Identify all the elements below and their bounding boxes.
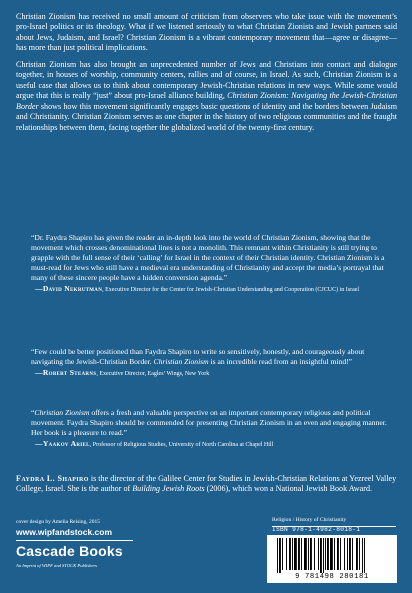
bio-text: (2006), which won a National Jewish Book Award.: [204, 484, 373, 494]
quote-text: offers a fresh and valuable perspective on an important contemporary religious and political movement. Faydra Shapiro should be commended for presenting Christian Zionism in an even and engaging manner. Her book is a pleasure to read.”: [31, 408, 387, 438]
barcode-bar: [359, 538, 360, 570]
endorser-name: —David Nekrutman: [35, 284, 103, 294]
barcode-bar: [292, 538, 293, 570]
barcode-bar: [337, 538, 339, 570]
barcode-bar: [289, 538, 291, 570]
barcode-bar: [310, 538, 312, 570]
quote-text: “: [31, 408, 35, 417]
barcode-bar: [325, 538, 326, 570]
book-description: [16, 12, 397, 139]
barcode: [267, 535, 397, 583]
barcode-bar: [304, 538, 307, 570]
endorsement-quote: [31, 408, 387, 438]
endorsement: [31, 347, 387, 378]
author-name: Faydra L. Shapiro: [16, 474, 89, 483]
endorsement-attribution: [31, 285, 387, 294]
logo-divider: [16, 540, 133, 541]
barcode-bar: [364, 538, 365, 573]
barcode-bar: [347, 538, 348, 570]
barcode-bar: [282, 538, 283, 570]
description-text: shows how this movement significantly engages basic questions of identity and the borders between Judaism and Christianity. Christian Zionism serves as one chapter in the history of two religious communities and the fraught relationships between them, facing together the globalized world of the twenty-first century.: [16, 101, 397, 132]
endorser-name: —Robert Stearns: [35, 368, 97, 378]
author-bio: [16, 474, 397, 495]
endorsement-attribution: [31, 369, 387, 378]
bio-text: is the director of the Galilee Center for Studies in Jewish-Christian Relations at Yezreel Valley College, Israel. She is the author of: [16, 474, 397, 494]
barcode-bar: [320, 538, 322, 573]
quote-text: “Few could be better positioned than Faydra Shapiro to write so sensitively, honestly, and courageously about navigating the Jewish-Christian Border.: [31, 347, 365, 367]
endorsement: [31, 408, 387, 449]
barcode-bar: [362, 538, 363, 573]
barcode-bar: [279, 538, 281, 573]
barcode-bar: [298, 538, 300, 570]
endorsement-attribution: [31, 440, 387, 449]
barcode-bar: [294, 538, 297, 570]
author-book-title: Building Jewish Roots: [132, 484, 205, 494]
barcode-bar: [344, 538, 345, 570]
barcode-bar: [323, 538, 324, 573]
barcode-bar: [301, 538, 302, 570]
cover-design-credit: cover design by Amelia Reising, 2015: [16, 519, 101, 525]
book-category: Religion / History of Christianity: [272, 517, 396, 527]
isbn-number: ISBN 978-1-4982-8018-1: [272, 526, 361, 533]
barcode-bar: [314, 538, 315, 570]
endorsement-quote: [31, 347, 387, 367]
description-paragraph-1: Christian Zionism has received no small amount of criticism from observers who take issue with the movement’s pro-Israel politics or its theology. What if we listened seriously to what Christian Zionists and Jewish partners said about Jews, Judaism, and Israel? Christian Zionism is a vibrant contemporary movement that—agree or disagree— has more than just political implications.: [16, 12, 397, 53]
barcode-bar: [356, 538, 358, 570]
endorsement-quote: “Dr. Faydra Shapiro has given the reader an in-depth look into the world of Christian Zionism, showing that the movement which crosses denominational lines is not a monolith. This remnant within Christianity is still trying to grapple with the full sense of their ‘calling’ for Israel in the context of their Christian identity. Christian Zionism is a must-read for Jews who still have a medieval era understanding of Christianity and accept the media’s portrayal that many of these sincere people have a hidden conversion agenda.”: [31, 233, 385, 283]
book-title: Christian Zionism: Navigating the Jewish-Christian Border: [16, 91, 397, 111]
barcode-bar: [340, 538, 341, 570]
endorser-role: , Executive Director, Eagles’ Wings, New York: [96, 371, 210, 378]
quote-book-title: Christian Zionism: [34, 408, 90, 417]
publisher-logo: Cascade Books: [16, 543, 123, 559]
barcode-bar: [308, 538, 309, 570]
barcode-bar: [330, 538, 333, 570]
description-text: Christian Zionism has also brought an unprecedented number of Jews and Christians into contact and dialogue together, in houses of worship, community centers, rallies and of course, in Israel. As such, Christian Zionism is a useful case that allows us to think about contemporary Jewish-Christian relations in new ways. While some would argue that this is really “just” about pro-Israel alliance building,: [16, 59, 397, 101]
publisher-website: www.wipfandstock.com: [16, 527, 113, 537]
barcode-bar: [286, 538, 287, 570]
quote-text: is an incredible read from an insightful mind!”: [208, 357, 353, 367]
endorser-name: —Yaakov Ariel: [35, 439, 90, 449]
barcode-bar: [352, 538, 353, 570]
quote-book-title: Christian Zionism: [153, 357, 209, 367]
description-paragraph-2: [16, 60, 397, 133]
barcode-bar: [349, 538, 351, 570]
endorser-role: , Executive Director for the Center for Jewish-Christian Understanding and Cooperation (CJCUC) in Israel: [102, 287, 360, 294]
barcode-bar: [318, 538, 319, 570]
barcode-bars: [276, 538, 388, 573]
barcode-bar: [334, 538, 335, 570]
barcode-digits: 9 781498 280181: [295, 573, 369, 581]
barcode-bar: [277, 538, 278, 573]
barcode-bar: [327, 538, 329, 570]
publisher-imprint: An Imprint of WIPF and STOCK Publishers: [16, 563, 98, 568]
endorsement: [31, 233, 387, 294]
endorser-role: , Professor of Religious Studies, University of North Carolina at Chapel Hill: [89, 442, 274, 449]
